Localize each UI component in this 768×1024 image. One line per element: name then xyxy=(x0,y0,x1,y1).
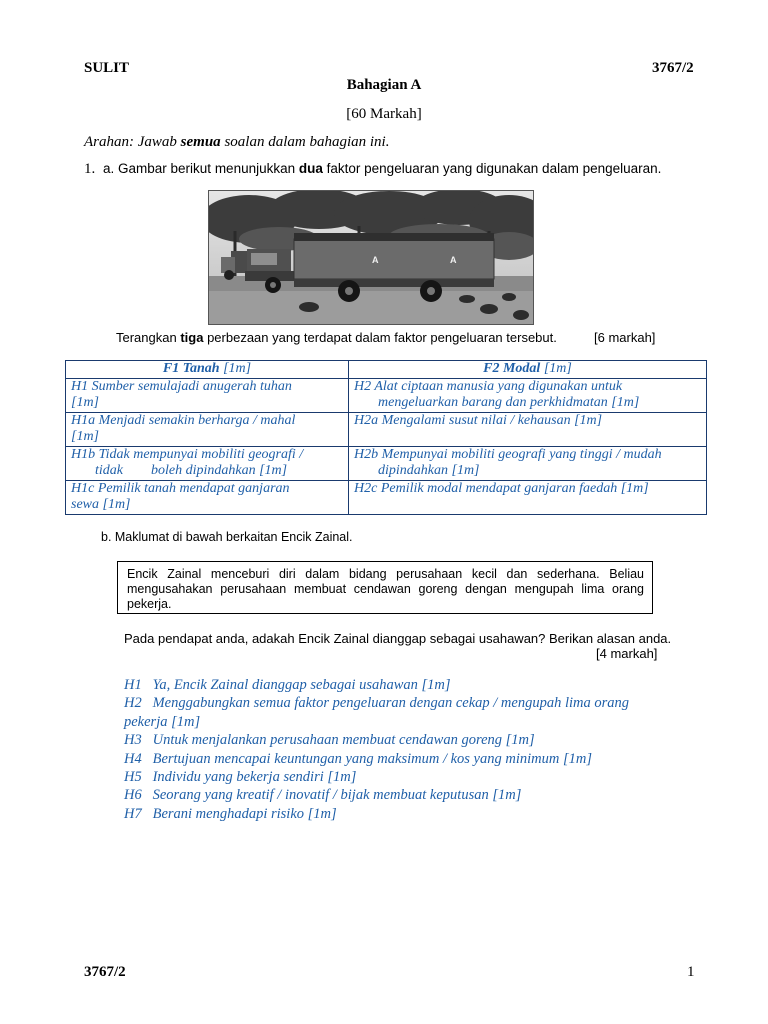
question-1a xyxy=(84,161,661,178)
footer-paper-code: 3767/2 xyxy=(84,964,126,980)
question-number: 1. xyxy=(84,161,96,177)
cell-line: H1a Menjadi semakin berharga / mahal xyxy=(71,412,296,428)
table-cell-left xyxy=(66,480,349,514)
cell-line: H1c Pemilik tanah mendapat ganjaran xyxy=(71,480,290,496)
answer-line: H3 Untuk menjalankan perusahaan membuat cendawan goreng [1m] xyxy=(124,732,535,749)
instruction xyxy=(84,134,389,151)
answer-list xyxy=(124,676,684,823)
question-1a-pre: a. Gambar berikut menunjukkan xyxy=(103,161,299,176)
case-box: Encik Zainal menceburi diri dalam bidang perusahaan kecil dan sederhana. Beliau mengusahakan perusahaan membuat cendawan goreng dengan mengupah lima orang pekerja. xyxy=(117,561,653,614)
col2-mark: [1m] xyxy=(540,361,572,376)
table-cell-left xyxy=(66,378,349,412)
table-cell-left xyxy=(66,446,349,480)
instruction-post: soalan dalam bahagian ini. xyxy=(220,134,390,150)
answer-line: H5 Individu yang bekerja sendiri [1m] xyxy=(124,769,357,786)
col2-head: F2 Modal xyxy=(483,361,541,376)
lorry-photo xyxy=(208,190,534,325)
answer-line: H2 Menggabungkan semua faktor pengeluaran dengan cekap / mengupah lima orang xyxy=(124,695,630,712)
page-number: 1 xyxy=(687,964,695,980)
cell-line: H2a Mengalami susut nilai / kehausan [1m] xyxy=(354,412,603,428)
question-1a-task xyxy=(116,330,557,345)
question-1a-post: faktor pengeluaran yang digunakan dalam pengeluaran. xyxy=(322,161,662,176)
table-cell-right xyxy=(349,480,707,514)
section-marks: [60 Markah] xyxy=(346,106,422,122)
header-paper-code: 3767/2 xyxy=(652,60,694,76)
table-cell-right xyxy=(349,446,707,480)
col1-head: F1 Tanah xyxy=(162,361,220,376)
cell-line: tidak boleh dipindahkan [1m] xyxy=(95,463,288,478)
explain-pre: Terangkan xyxy=(116,330,181,345)
col-header-modal xyxy=(349,361,707,379)
cell-line: H2b Mempunyai mobiliti geografi yang tinggi / mudah xyxy=(354,446,662,462)
cell-line: H2c Pemilik modal mendapat ganjaran faedah [1m] xyxy=(354,480,649,496)
section-title: Bahagian A xyxy=(346,77,422,93)
cell-line: H2 Alat ciptaan manusia yang digunakan untuk xyxy=(354,378,623,394)
answer-line: H7 Berani menghadapi risiko [1m] xyxy=(124,805,337,822)
svg-text:A: A xyxy=(372,255,379,265)
svg-text:A: A xyxy=(450,255,457,265)
header-sulit: SULIT xyxy=(84,60,130,76)
table-header-row xyxy=(66,361,707,379)
cell-line: H1b Tidak mempunyai mobiliti geografi / xyxy=(71,446,304,462)
table-cell-right xyxy=(349,412,707,446)
cell-line: [1m] xyxy=(71,395,100,410)
col1-mark: [1m] xyxy=(219,361,252,376)
table-row xyxy=(66,378,707,412)
cell-line: [1m] xyxy=(71,429,100,444)
table-row xyxy=(66,412,707,446)
answer-line: pekerja [1m] xyxy=(124,713,201,730)
table-cell-left xyxy=(66,412,349,446)
instruction-bold: semua xyxy=(180,134,221,150)
question-1b-marks: [4 markah] xyxy=(596,646,658,661)
answer-line: H6 Seorang yang kreatif / inovatif / bijak membuat keputusan [1m] xyxy=(124,787,522,804)
factors-table xyxy=(65,360,707,515)
question-1a-bold: dua xyxy=(298,161,323,176)
question-1a-marks: [6 markah] xyxy=(594,330,656,345)
question-1b-text: Pada pendapat anda, adakah Encik Zainal dianggap sebagai usahawan? Berikan alasan anda. xyxy=(124,631,672,646)
table-row xyxy=(66,480,707,514)
cell-line: sewa [1m] xyxy=(71,497,131,512)
col-header-tanah xyxy=(66,361,349,379)
question-1b-intro: b. Maklumat di bawah berkaitan Encik Zainal. xyxy=(101,530,353,544)
cell-line: dipindahkan [1m] xyxy=(378,463,480,478)
explain-bold: tiga xyxy=(180,330,204,345)
table-row xyxy=(66,446,707,480)
table-cell-right xyxy=(349,378,707,412)
answer-line: H1 Ya, Encik Zainal dianggap sebagai usahawan [1m] xyxy=(124,677,451,693)
answer-line: H4 Bertujuan mencapai keuntungan yang maksimum / kos yang minimum [1m] xyxy=(124,750,592,767)
cell-line: H1 Sumber semulajadi anugerah tuhan xyxy=(71,378,292,394)
cell-line: mengeluarkan barang dan perkhidmatan [1m] xyxy=(378,395,640,410)
instruction-pre: Arahan: Jawab xyxy=(84,134,181,150)
explain-post: perbezaan yang terdapat dalam faktor pengeluaran tersebut. xyxy=(203,330,557,345)
